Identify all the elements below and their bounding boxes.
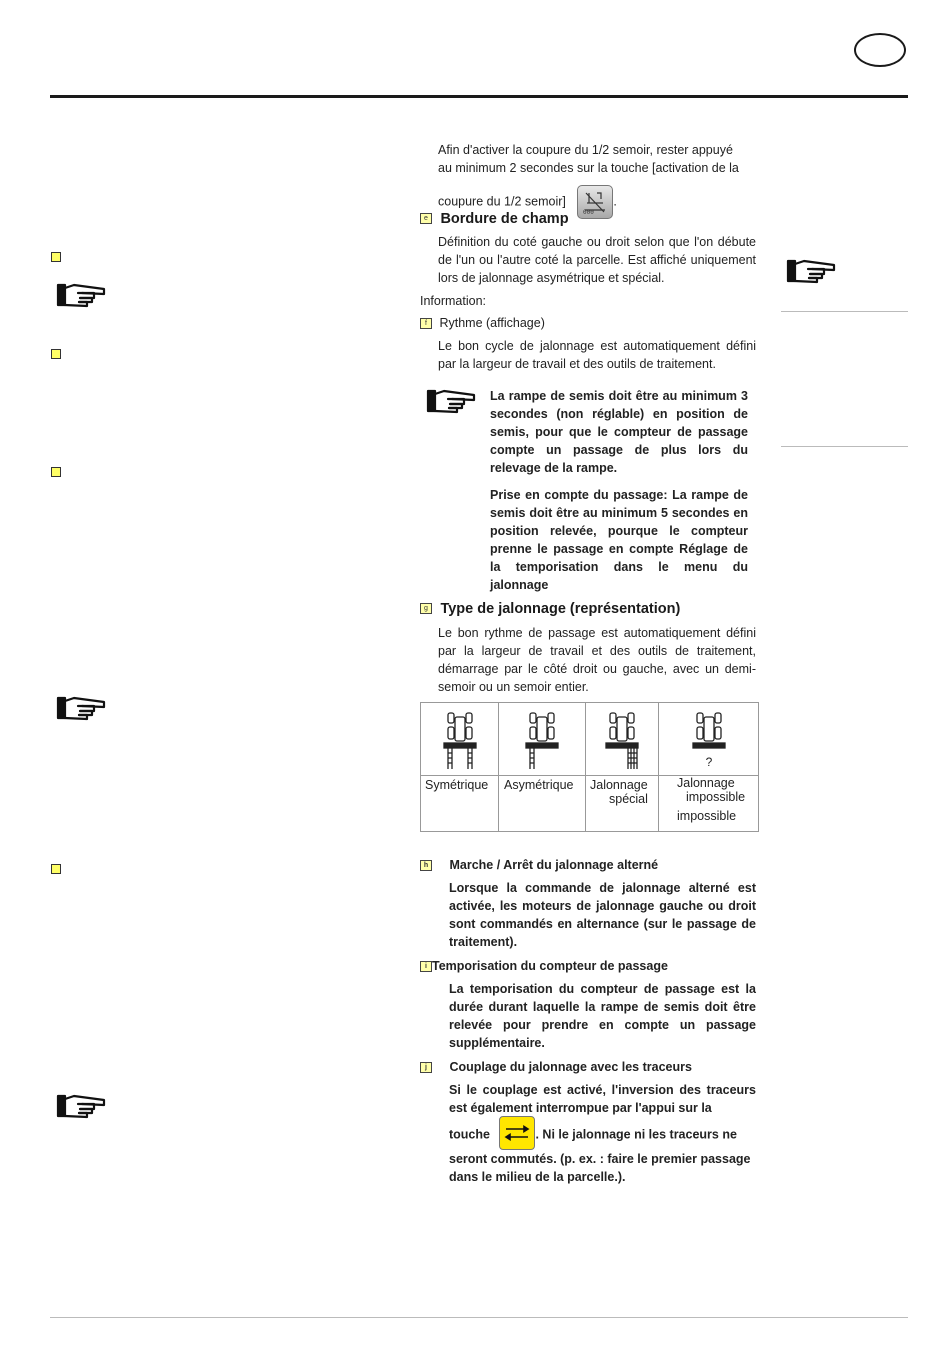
pointing-hand-icon [56, 693, 108, 723]
intro-line: au minimum 2 secondes sur la touche [activation de la [438, 161, 739, 175]
impossible-mark: ? [705, 755, 712, 769]
type-label: impossible [677, 809, 737, 823]
type-label-cell [499, 776, 586, 832]
type-heading: Type de jalonnage (représentation) [440, 601, 681, 617]
note-paragraph: La rampe de semis doit être au minimum 3 secondes (non réglable) en position de semis, pour que le compteur de passage compte un passage de plus lors du relevage de la rampe. [490, 389, 748, 475]
tractor-asymmetric-icon [522, 709, 562, 771]
rythme-text: Le bon cycle de jalonnage est automatiquement défini par la largeur de travail et des outils de traitement. [438, 339, 756, 371]
type-label-cell [659, 776, 759, 832]
section-marker: i [420, 961, 432, 972]
type-label: spécial [609, 792, 648, 806]
couplage-text-continued [449, 1120, 756, 1186]
section-marker: e [420, 213, 432, 224]
type-label: Symétrique [425, 778, 489, 792]
yellow-square-marker [51, 467, 61, 477]
couplage-touche-label: touche [449, 1127, 490, 1142]
type-text: Le bon rythme de passage est automatiquement défini par la largeur de travail et des outils de traitement, démarrage par le côté droit ou gauche, avec un demi-semoir ou un semoir entier. [438, 626, 756, 694]
couplage-text: Si le couplage est activé, l'inversion des traceurs est également interrompue par l'appui sur la [449, 1083, 756, 1115]
section-marker: g [420, 603, 432, 614]
type-label: Jalonnage [590, 778, 648, 792]
tractor-symmetric-icon [440, 709, 480, 771]
svg-text:000: 000 [583, 209, 595, 215]
intro-line: Afin d'activer la coupure du 1/2 semoir, rester appuyé [438, 143, 733, 157]
section-marker: f [420, 318, 432, 329]
rythme-label: Rythme (affichage) [439, 316, 545, 330]
section-marker: j [420, 1062, 432, 1073]
information-label: Information: [420, 294, 487, 308]
yellow-square-marker [51, 252, 61, 262]
header-rule [50, 95, 908, 98]
tempo-heading: Temporisation du compteur de passage [432, 959, 668, 973]
tempo-heading-row [420, 957, 668, 975]
margin-rule [781, 446, 908, 447]
couplage-heading: Couplage du jalonnage avec les traceurs [449, 1060, 692, 1074]
tramline-marker-key-icon [499, 1116, 535, 1150]
type-label-cell [421, 776, 499, 832]
alterne-heading-row [420, 856, 658, 874]
pointing-hand-icon [786, 256, 838, 286]
type-label: Jalonnage [677, 776, 735, 790]
couplage-heading-row [420, 1058, 692, 1076]
pointing-hand-icon [56, 280, 108, 310]
intro-line: coupure du 1/2 semoir] [438, 194, 566, 209]
margin-rule [781, 311, 908, 312]
bordure-heading-row [420, 210, 569, 228]
rythme-row [420, 314, 545, 332]
type-icon-cell [659, 703, 759, 776]
type-heading-row [420, 600, 680, 618]
type-label: impossible [686, 790, 746, 804]
pointing-hand-icon [426, 386, 478, 416]
couplage-text: . Ni le jalonnage ni les traceurs ne seront commutés. (p. ex. : faire le premier passage dans le milieu de la parcelle.). [449, 1127, 751, 1184]
yellow-square-marker [51, 349, 61, 359]
intro-paragraph [438, 141, 758, 219]
tractor-impossible-icon [689, 709, 729, 771]
half-seeder-key-icon [577, 185, 613, 219]
page-language-oval [854, 33, 906, 67]
type-label-cell [586, 776, 659, 832]
yellow-square-marker [51, 864, 61, 874]
jalonnage-type-table [420, 702, 759, 832]
alterne-heading: Marche / Arrêt du jalonnage alterné [449, 858, 659, 872]
bordure-heading: Bordure de champ [440, 211, 569, 227]
type-icon-cell [586, 703, 659, 776]
note-paragraph: Prise en compte du passage: La rampe de semis doit être au minimum 5 secondes en position relevée, pourque le compteur prenne le passage en compte Réglage de la temporisation dans le menu du jalonnage [490, 488, 748, 592]
tempo-text: La temporisation du compteur de passage est la durée durant laquelle la rampe de semis doit être relevée pour prendre en compte un passage supplémentaire. [449, 982, 756, 1050]
type-icon-cell [421, 703, 499, 776]
alterne-text: Lorsque la commande de jalonnage alterné est activée, les moteurs de jalonnage gauche ou droit sont commandés en alternance (sur le passage de traitement). [449, 881, 756, 949]
bordure-text: Définition du coté gauche ou droit selon que l'on débute de l'un ou l'autre coté la parcelle. Est affiché uniquement lors de jalonnage asymétrique et spécial. [438, 235, 756, 285]
footer-rule [50, 1317, 908, 1318]
type-icon-cell [499, 703, 586, 776]
type-label: Asymétrique [504, 778, 574, 792]
pointing-hand-icon [56, 1091, 108, 1121]
section-marker: h [420, 860, 432, 871]
intro-line: . [613, 194, 617, 209]
tractor-special-icon [602, 709, 642, 771]
